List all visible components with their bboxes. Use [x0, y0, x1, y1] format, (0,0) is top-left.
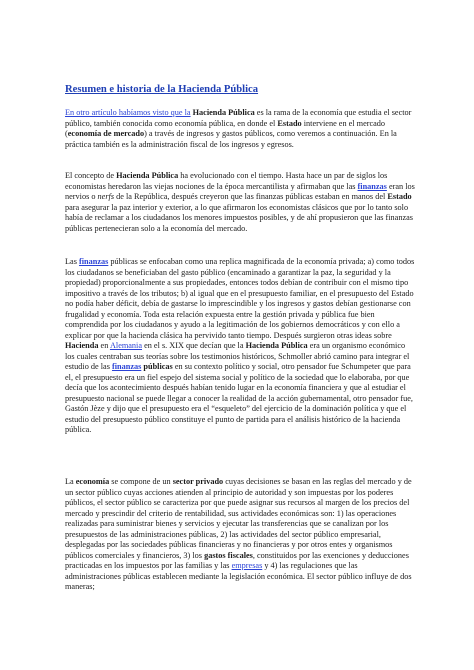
finanzas-link[interactable]: finanzas [78, 257, 109, 266]
bold-term: públicas [143, 362, 173, 371]
paragraph-concept [65, 171, 415, 234]
text-run: en su contexto político y social, otro pensador fue Schumpeter que para el, el presupuesto era un fiel espejo del sistema social y político de la sociedad que lo elaboraba, por que decía que los acontecimiento después habían tenido lugar en la economía financiera y que al estudiar el presupuesto nacional se puede llegar a conocer la realidad de la acción gubernamental, otro pensador fue, Gastón Jèze y dijo que el presupuesto era el “esqueleto” del ejercicio de la dominación política y que el estudio del presupuesto público constituye el punto de partida para el análisis histórico de la hacienda pública. [65, 362, 413, 434]
bold-term: sector privado [172, 477, 224, 486]
text-run: de la República, después creyeron que las finanzas públicas estaban en manos del [114, 192, 388, 201]
bold-term: Hacienda [65, 341, 99, 350]
text-run: en el s. XIX que decían que la [142, 341, 246, 350]
paragraph-intro [65, 108, 415, 150]
text-run: La [65, 477, 76, 486]
paragraph-history [65, 257, 415, 436]
bold-term: Estado [387, 192, 412, 201]
bold-term: economía [75, 477, 110, 486]
text-run: en [98, 341, 110, 350]
bold-term: economía de mercado [67, 129, 145, 138]
bold-term: Hacienda Pública [192, 108, 255, 117]
text-run: cuyas decisiones se basan en las reglas del mercado y de un sector público cuyas acciones atienden al principio de autoridad y son impuestas por los poderes públicos, el sector público se caracteriza por que puede asignar sus recursos al margen de los precios del mercado y prescindir del criterio de rentabilidad, sus actividades económicas son: 1) las operaciones realizadas para suministrar bienes y servicios y ejecutar las transferencias que se canalizan por los presupuestos de las administraciones públicas, 2) las actividades del sector público empresarial, desplegadas por las sociedades públicas financieras y no financieras y por otros entes y organismos públicos comerciales y financieros, 3) los [65, 477, 412, 560]
italic-term: nerfs [97, 192, 115, 201]
article-link[interactable]: En otro artículo habíamos visto que la [65, 108, 191, 117]
text-run: , constituidos por las exenciones y deducciones practicadas en los impuestos por las familias y las [65, 550, 409, 570]
text-run: era un organismo económico los cuales centraban sus teorías sobre los testimonios históricos, Schmoller abrió camino para integrar el estudio de las [65, 341, 410, 371]
bold-term: Hacienda Pública [116, 171, 179, 180]
text-run: ha evolucionado con el tiempo. Hasta hace un par de siglos los economistas heredaron las viejas nociones de la época mercantilista y afirmaban que las [65, 171, 388, 191]
text-run: eran los nervios o [65, 181, 415, 201]
paragraph-economy [65, 477, 415, 593]
text-run: El concepto de [65, 171, 117, 180]
text-run: interviene en el mercado ( [65, 118, 386, 138]
alemania-link[interactable]: Alemania [109, 341, 143, 350]
finanzas-link[interactable]: finanzas [111, 362, 142, 371]
page-title: Resumen e historia de la Hacienda Pública [65, 84, 259, 95]
bold-term: gastos fiscales [204, 550, 253, 560]
bold-term: Estado [277, 118, 302, 128]
text-run: ) a través de ingresos y gastos públicos, como veremos a continuación. En la práctica también es la administración fiscal de los ingresos y egresos. [65, 129, 397, 149]
text-run: para asegurar la paz interior y exterior, a lo que afirmaron los economistas clásicos que por lo tanto solo había de reclamar a los ciudadanos los menores impuestos posibles, y de ahí propusieron que las finanzas públicas pertenecieran solo a la economía del mercado. [65, 202, 414, 233]
finanzas-link[interactable]: finanzas [357, 181, 387, 191]
text-run: Las [65, 257, 79, 266]
bold-term: Hacienda Pública [245, 341, 308, 350]
text-run: y 4) las regulaciones que las administraciones públicas establecen mediante la legislación económica. El sector público influye de dos maneras; [65, 561, 412, 591]
text-run: públicas se enfocaban como una replica magnificada de la economía privada; a) como todos los ciudadanos se beneficiaban del gasto público (encaminado a garantizar la paz, la seguridad y la propiedad) proporcionalmente a sus propiedades, entonces todos debían de contribuir con el mismo tipo impositivo a través de los tributos; b) al igual que en el presupuesto familiar, en el presupuesto del Estado no podía haber déficit, debía de gastarse lo imprescindible y los ingresos y gastos debían gestionarse con frugalidad y economía. Toda esta relación expuesta entre la gestión privada y pública fue bien comprendida por los ciudadanos y ayudo a la legitimación de los gobiernos democráticos y con ello a explicar por que la hacienda clásica ha pervivido tanto tiempo. Después surgieron otras ideas sobre [65, 257, 415, 340]
text-run: es la rama de la economía que estudia el sector público, también conocida como economía pública, en donde el [65, 108, 412, 128]
empresas-link[interactable]: empresas [231, 561, 263, 570]
text-run: se compone de un [109, 477, 173, 486]
